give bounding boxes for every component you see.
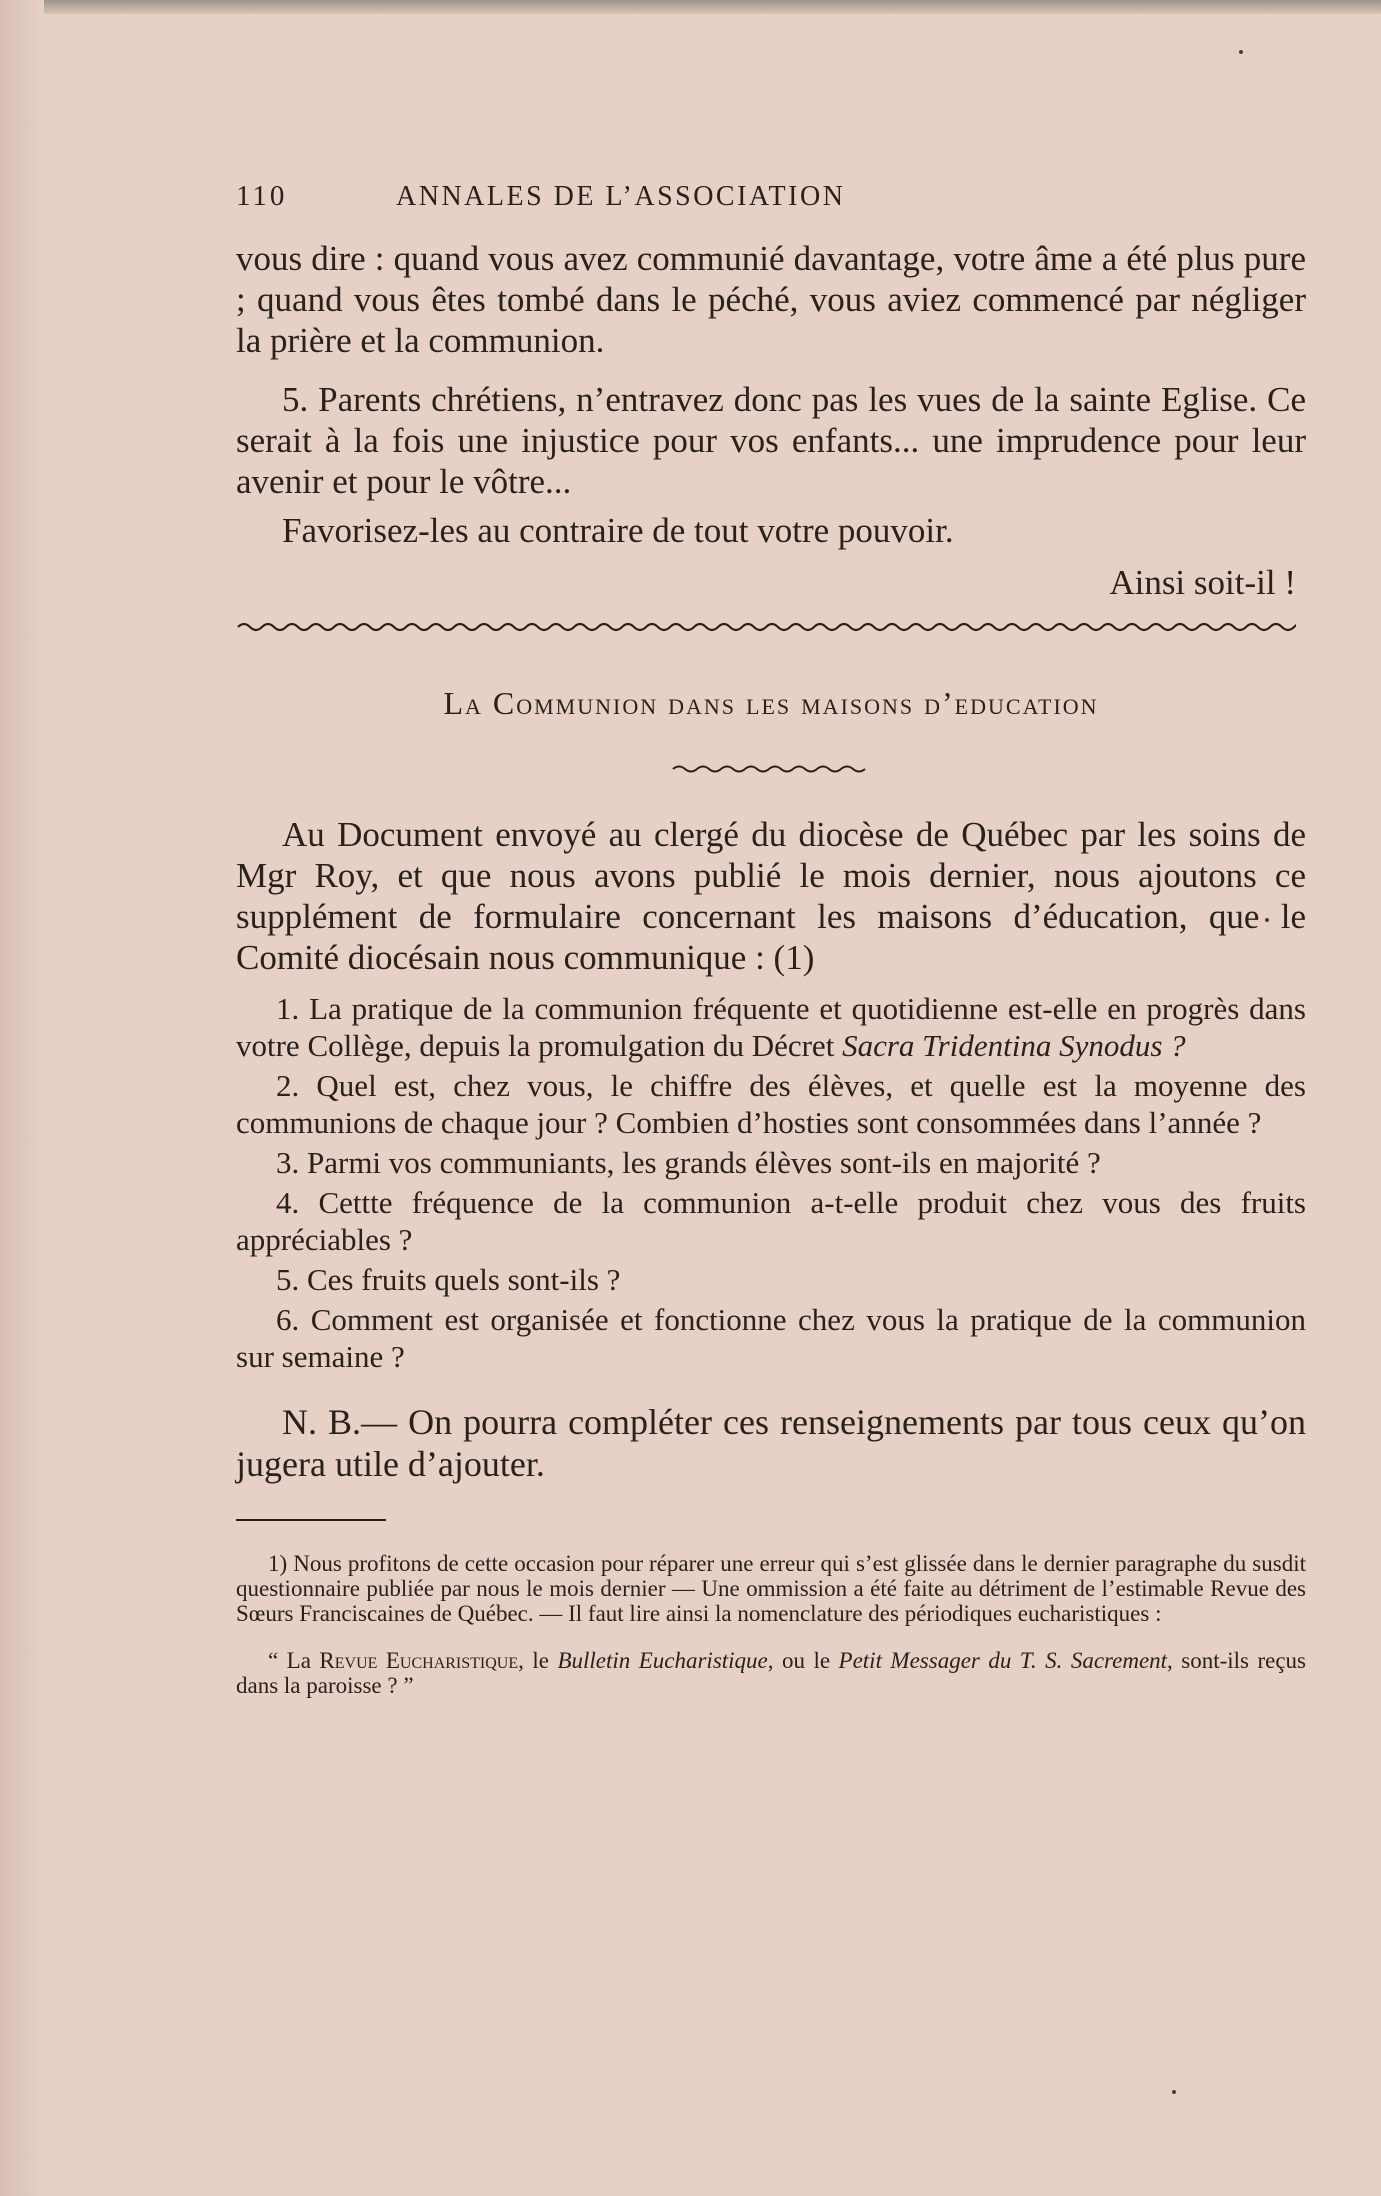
- question-text: 6. Comment est organisée et fonctionne chez vous la pratique de la communion sur semaine ?: [236, 1302, 1306, 1374]
- questionnaire-list: [236, 990, 1306, 1375]
- question-item: [236, 1144, 1306, 1181]
- question-text: 4. Cettte fréquence de la communion a-t-elle produit chez vous des fruits appréciables ?: [236, 1185, 1306, 1257]
- question-item: [236, 1301, 1306, 1375]
- fn-text: , le: [518, 1648, 558, 1673]
- footnote-rule: [236, 1519, 386, 1521]
- question-item: [236, 1261, 1306, 1298]
- decree-title: Sacra Tridentina Synodus ?: [842, 1028, 1186, 1063]
- page-number: 110: [236, 180, 288, 212]
- page-header: [236, 180, 1306, 232]
- question-text: 3. Parmi vos communiants, les grands élèves sont-ils en majorité ?: [276, 1145, 1101, 1180]
- paragraph-continuation: vous dire : quand vous avez communié davantage, votre âme a été plus pure ; quand vous êtes tombé dans le péché, vous aviez commencé par négliger la prière et la communion.: [236, 239, 1306, 360]
- question-item: [236, 1067, 1306, 1141]
- wavy-divider: [236, 617, 1296, 637]
- question-item: [236, 990, 1306, 1064]
- paragraph-favorisez: Favorisez-les au contraire de tout votre pouvoir.: [282, 511, 954, 550]
- paragraph-parents: 5. Parents chrétiens, n’entravez donc pas les vues de la sainte Eglise. Ce serait à la fois une injustice pour vos enfants... une imprudence pour leur avenir et pour le vôtre...: [236, 380, 1306, 501]
- closing-amen: Ainsi soit-il !: [1109, 563, 1296, 602]
- question-text: 2. Quel est, chez vous, le chiffre des élèves, et quelle est la moyenne des communions de chaque jour ? Combien d’hosties sont consommées dans l’année ?: [236, 1068, 1306, 1140]
- section-title: La Communion dans les maisons d’education: [443, 685, 1099, 721]
- ink-speck: [1239, 50, 1243, 54]
- ink-speck: [1172, 2090, 1176, 2094]
- fn-bulletin-title: Bulletin Eucharistique: [557, 1648, 768, 1673]
- footnote-2: [236, 1648, 1306, 1698]
- fn-text: , sont-ils reçus dans la paroisse ? ”: [236, 1648, 1306, 1698]
- small-wavy-divider: [671, 762, 871, 776]
- question-text: 5. Ces fruits quels sont-ils ?: [276, 1262, 621, 1297]
- page-top-edge: [0, 0, 1381, 14]
- running-head: ANNALES DE L’ASSOCIATION: [396, 181, 846, 212]
- question-item: [236, 1184, 1306, 1258]
- fn-revue-title: Revue Eucharistique: [319, 1648, 519, 1673]
- document-page: [236, 180, 1306, 1698]
- fn-text: , ou le: [767, 1648, 839, 1673]
- page-left-edge: [0, 0, 44, 2196]
- footnote-1: 1) Nous profitons de cette occasion pour réparer une erreur qui s’est glissée dans le dernier paragraphe du susdit questionnaire publiée par nous le mois dernier — Une ommission a été faite au détriment de l’estimable Revue des Sœurs Franciscaines de Québec. — Il faut lire ainsi la nomenclature des périodiques eucharistiques :: [236, 1551, 1306, 1626]
- fn-messager-title: Petit Messager du T. S. Sacrement: [838, 1648, 1168, 1673]
- question-text: 1. La pratique de la communion fréquente et quotidienne est-elle en progrès dans votre Collège, depuis la promulgation du Décret: [236, 991, 1306, 1063]
- section-intro: Au Document envoyé au clergé du diocèse de Québec par les soins de Mgr Roy, et que nous avons publié le mois dernier, nous ajoutons ce supplément de formulaire concernant les maisons d’éducation, que le Comité diocésain nous communique : (1): [236, 815, 1306, 977]
- fn-text: “ La: [268, 1648, 320, 1673]
- nota-bene: N. B.— On pourra compléter ces renseignements par tous ceux qu’on jugera utile d’ajouter.: [236, 1402, 1306, 1484]
